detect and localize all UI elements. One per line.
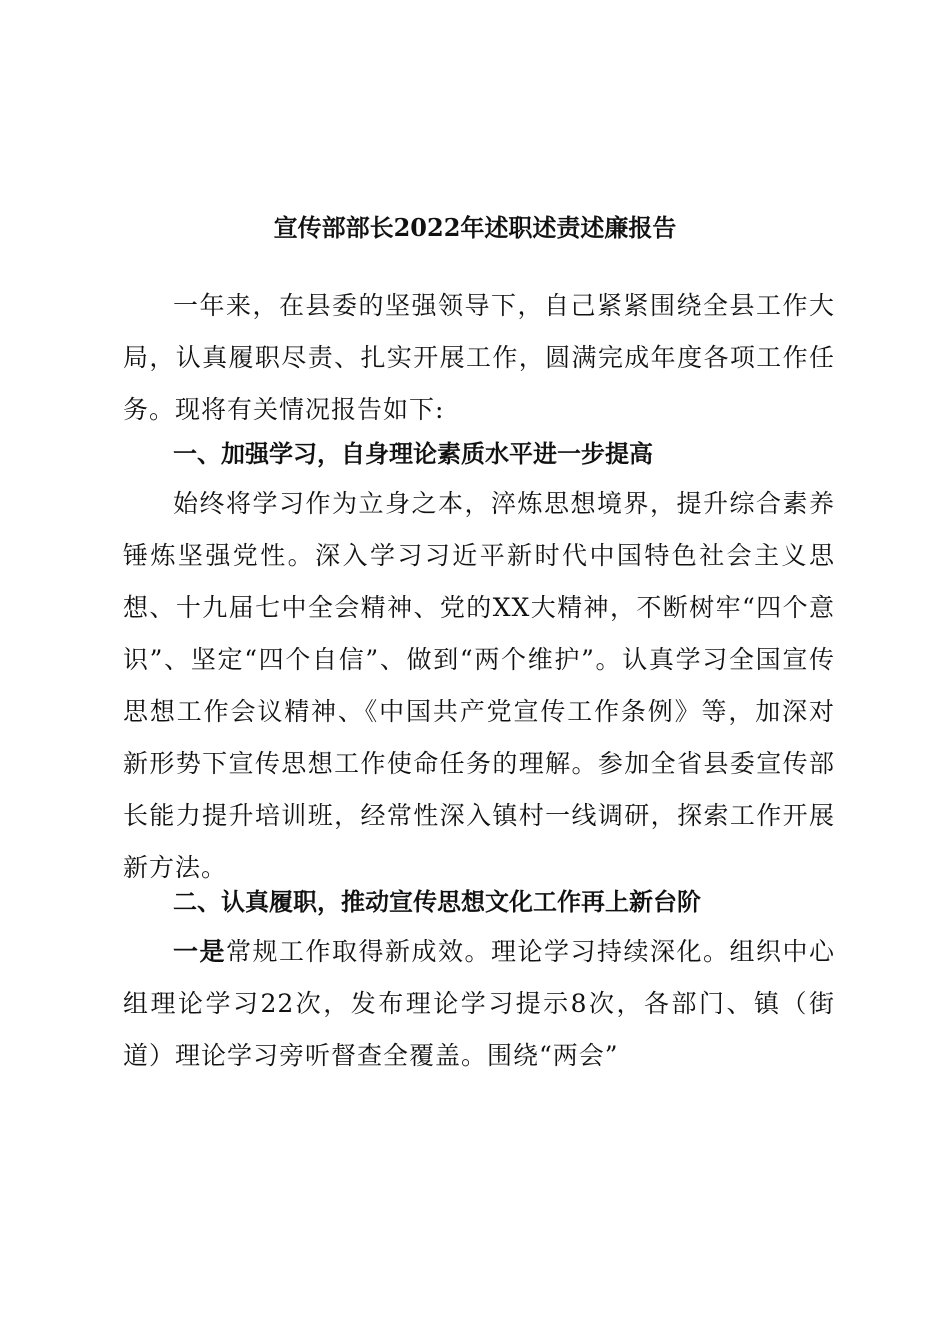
section-2-paragraph [123,926,835,1082]
intro-paragraph: 一年来，在县委的坚强领导下，自己紧紧围绕全县工作大局，认真履职尽责、扎实开展工作，圆满完成年度各项工作任务。现将有关情况报告如下: [123,291,835,424]
section-2-lead: 一是 [173,937,226,966]
document-title: 宣传部部长2022年述职述责述廉报告 [273,213,677,242]
section-2-text: 常规工作取得新成效。理论学习持续深化。组织中心组理论学习22次，发布理论学习提示8次，各部门、镇（街道）理论学习旁听督查全覆盖。围绕“两会” [123,937,835,1070]
section-2-heading: 二、认真履职，推动宣传思想文化工作再上新台阶 [173,888,701,916]
section-1-paragraph: 始终将学习作为立身之本，淬炼思想境界，提升综合素养锤炼坚强党性。深入学习习近平新时代中国特色社会主义思想、十九届七中全会精神、党的XX大精神，不断树牢“四个意识”、坚定“四个自信”、做到“两个维护”。认真学习全国宣传思想工作会议精神、《中国共产党宣传工作条例》等，加深对新形势下宣传思想工作使命任务的理解。参加全省县委宣传部长能力提升培训班，经常性深入镇村一线调研，探索工作开展新方法。 [123,489,835,882]
section-1-heading: 一、加强学习，自身理论素质水平进一步提高 [173,440,653,468]
